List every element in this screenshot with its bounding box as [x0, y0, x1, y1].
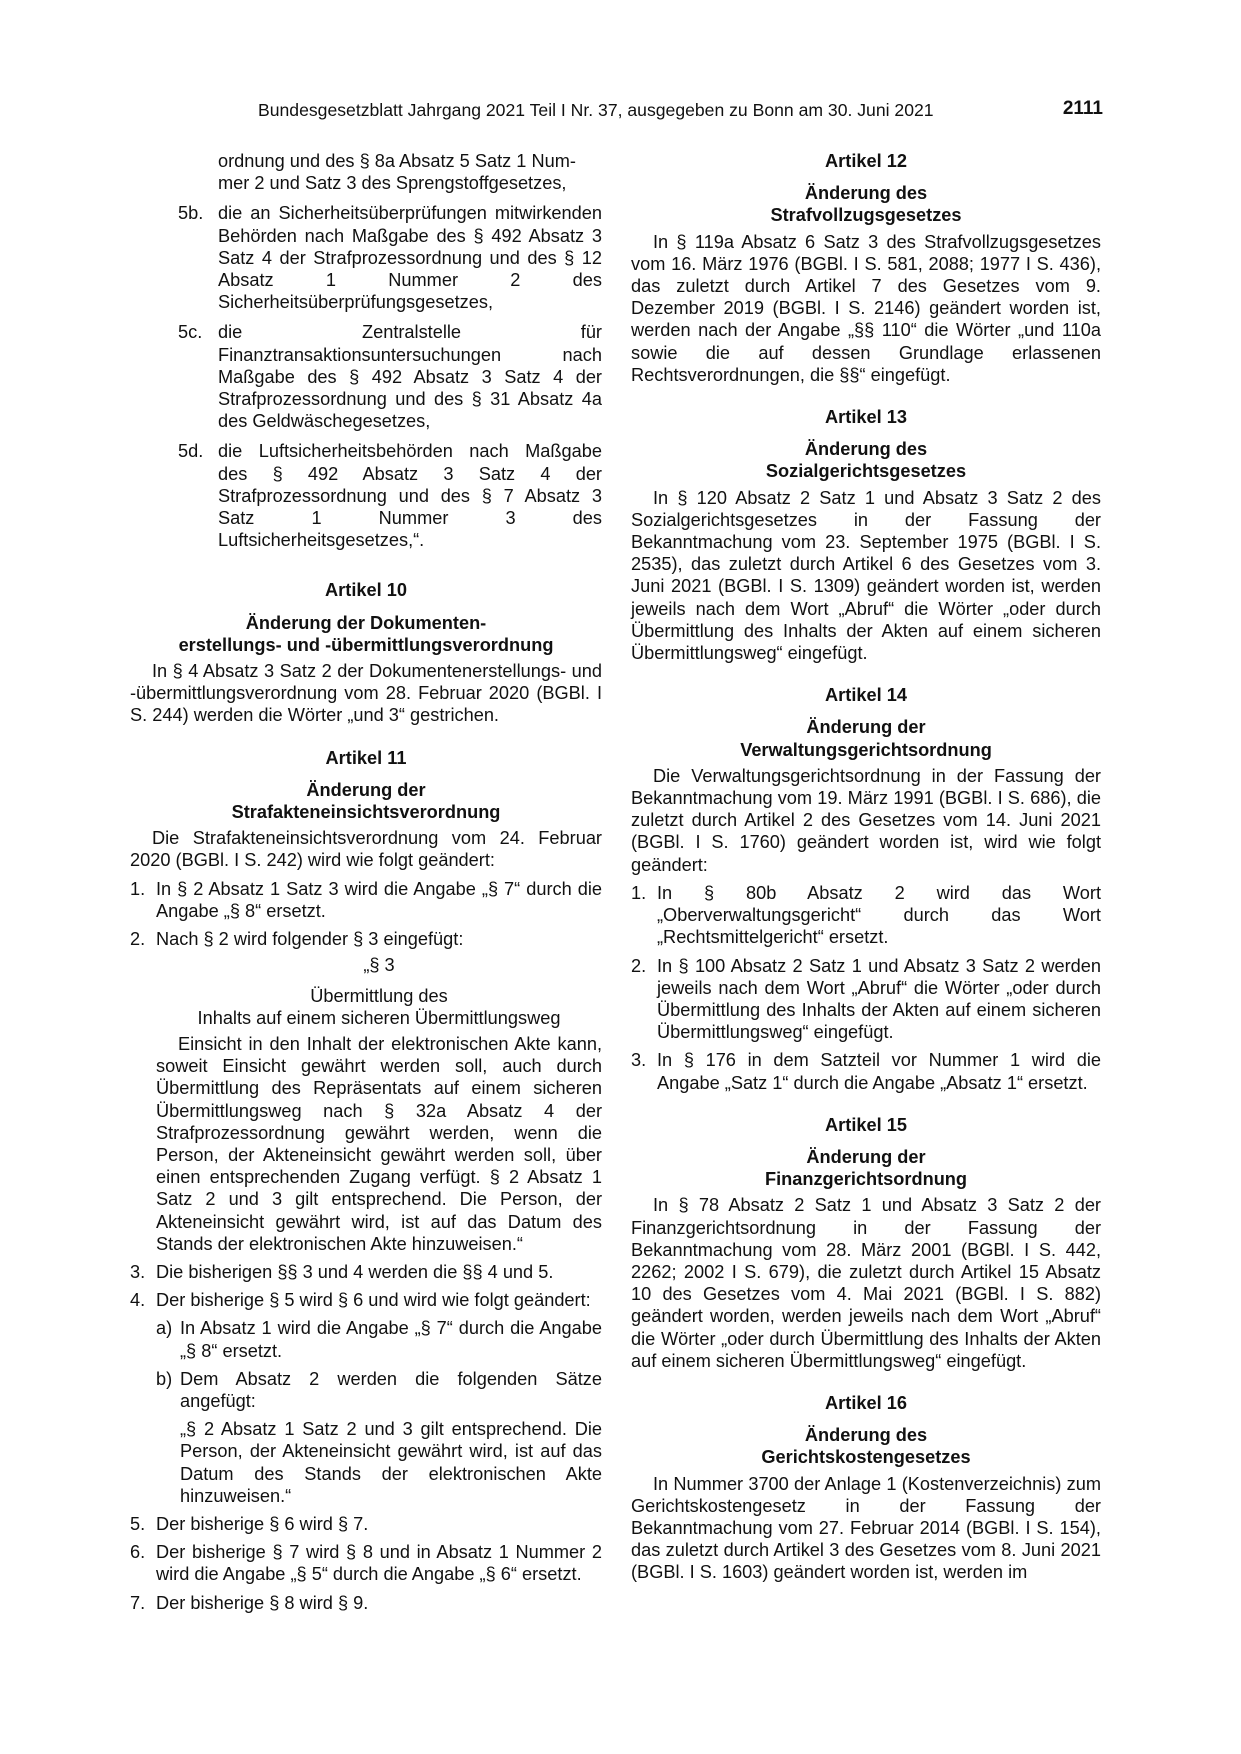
article-heading: [631, 1424, 1101, 1468]
article-label: Artikel 16: [825, 1392, 907, 1413]
article-text: In § 78 Absatz 2 Satz 1 und Absatz 3 Satz 2 der Finanzgerichtsordnung in der Fassung der Bekanntmachung vom 28. März 2001 (BGBl. I S. 442, 2262; 2002 I S. 679), die zuletzt durch Artikel 15 Absatz 10 des Gesetzes vom 4. Mai 2021 (BGBl. I S. 882) geändert worden, werden jeweils nach dem Wort „Abruf“ die Wörter „oder durch Übermittlung des Inhalts der Akten auf einem sicheren Übermittlungsweg“ eingefügt.: [631, 1195, 1101, 1371]
left-column: [130, 150, 602, 1614]
list-text: In § 100 Absatz 2 Satz 1 und Absatz 3 Satz 2 werden jeweils nach dem Wort „Abruf“ die Wörter „oder durch Übermittlung des Inhalts der Akten auf einem sicheren Übermittlungsweg“ eingefügt.: [657, 955, 1101, 1043]
article-text: In § 119a Absatz 6 Satz 3 des Strafvollzugsgesetzes vom 16. März 1976 (BGBl. I S. 581, 2088; 1977 I S. 436), das zuletzt durch Artikel 7 des Gesetzes vom 9. Dezember 2019 (BGBl. I S. 2146) geändert worden ist, werden nach der Angabe „§§ 110“ die Wörter „und 110a sowie die auf dessen Grundlage erlassenen Rechtsverordnungen, die §§“ eingefügt.: [631, 231, 1101, 385]
article-intro: Die Strafakteneinsichtsverordnung vom 24. Februar 2020 (BGBl. I S. 242) wird wie folgt geändert:: [130, 828, 602, 871]
article-text: In § 4 Absatz 3 Satz 2 der Dokumentenerstellungs- und -übermittlungsverordnung vom 28. Februar 2020 (BGBl. I S. 244) werden die Wörter „und 3“ gestrichen.: [130, 661, 602, 726]
page-number: 2111: [1062, 98, 1103, 119]
article-heading: [130, 612, 602, 656]
list-item: [130, 321, 602, 432]
list-number: 6.: [130, 1542, 146, 1563]
list-item: [130, 1261, 602, 1283]
article-title-line: Strafvollzugsgesetzes: [770, 205, 962, 226]
list-item: [130, 1541, 602, 1585]
article-title-line: erstellungs- und -übermittlungsverordnung: [178, 634, 554, 655]
article-title-line: Änderung des: [804, 1425, 928, 1446]
sub-list-text: In Absatz 1 wird die Angabe „§ 7“ durch die Angabe „§ 8“ ersetzt.: [180, 1318, 602, 1361]
page-header: [0, 100, 1241, 124]
list-text: Der bisherige § 7 wird § 8 und in Absatz 1 Nummer 2 wird die Angabe „§ 5“ durch die Angabe „§ 6“ ersetzt.: [156, 1542, 602, 1585]
list-number: 5b.: [178, 203, 204, 224]
article-title-line: Strafakteneinsichtsverordnung: [231, 802, 501, 823]
article-heading: [130, 779, 602, 823]
paragraph-title-line: Übermittlung des: [310, 985, 448, 1006]
list-item: [130, 928, 602, 950]
article-label: Artikel 13: [825, 407, 907, 428]
quoted-text: „§ 2 Absatz 1 Satz 2 und 3 gilt entsprechend. Die Person, der Akteneinsicht gewährt wird, ist auf das Datum des Stands der elektronischen Akte hinzuweisen.“: [180, 1419, 602, 1506]
list-number: 1.: [130, 878, 146, 899]
list-text: Der bisherige § 8 wird § 9.: [156, 1592, 369, 1613]
article-title-line: Verwaltungsgerichtsordnung: [740, 739, 992, 760]
inserted-paragraph: [130, 954, 602, 1255]
gazette-title: Bundesgesetzblatt Jahrgang 2021 Teil I Nr. 37, ausgegeben zu Bonn am 30. Juni 2021: [258, 100, 934, 120]
article-label: Artikel 14: [825, 685, 907, 706]
article-title-line: Änderung der: [306, 779, 426, 800]
article-title-line: Änderung der Dokumenten-: [245, 612, 487, 633]
continuation-line: ordnung und des § 8a Absatz 5 Satz 1 Num-: [218, 151, 576, 171]
list-number: 3.: [631, 1050, 647, 1071]
list-text: die an Sicherheitsüberprüfungen mitwirkenden Behörden nach Maßgabe des § 492 Absatz 3 Satz 4 der Strafprozessordnung und des § 12 Absatz 1 Nummer 2 des Sicherheitsüberprüfungsgesetzes,: [218, 203, 602, 313]
article-heading: [631, 716, 1101, 760]
list-item: [130, 1289, 602, 1311]
list-number: 2.: [130, 929, 146, 950]
article-label: Artikel 15: [825, 1114, 907, 1135]
article-heading: [631, 1146, 1101, 1190]
list-item: [130, 1513, 602, 1535]
article-title-line: Änderung der: [806, 1146, 926, 1167]
list-text: die Zentralstelle für Finanztransaktionsuntersuchungen nach Maßgabe des § 492 Absatz 3 Satz 4 der Strafprozessordnung und des § 31 Absatz 4a des Geldwäschegesetzes,: [218, 322, 602, 432]
list-item: [130, 1592, 602, 1614]
paragraph-title-line: Inhalts auf einem sicheren Übermittlungsweg: [197, 1007, 561, 1028]
article-heading: [631, 182, 1101, 226]
article-label: Artikel 11: [325, 747, 407, 768]
list-text: Der bisherige § 5 wird § 6 und wird wie folgt geändert:: [156, 1290, 591, 1311]
list-item: [130, 878, 602, 922]
list-text: die Luftsicherheitsbehörden nach Maßgabe des § 492 Absatz 3 Satz 4 der Strafprozessordnung und des § 7 Absatz 3 Satz 1 Nummer 3 des Luftsicherheitsgesetzes,“.: [218, 441, 602, 551]
list-item: [130, 440, 602, 551]
article-heading: [631, 438, 1101, 482]
list-number: 4.: [130, 1290, 146, 1311]
article-label: Artikel 12: [825, 151, 907, 171]
paragraph-label: „§ 3: [363, 955, 395, 976]
article-title-line: Gerichtskostengesetzes: [761, 1447, 971, 1468]
sub-list-letter: a): [156, 1318, 173, 1339]
list-text: Die bisherigen §§ 3 und 4 werden die §§ 4 und 5.: [156, 1261, 554, 1282]
article-title-line: Änderung der: [806, 717, 926, 738]
list-number: 5d.: [178, 441, 204, 462]
list-text: Der bisherige § 6 wird § 7.: [156, 1513, 369, 1534]
list-text: In § 80b Absatz 2 wird das Wort „Oberverwaltungsgericht“ durch das Wort „Rechtsmittelgericht“ ersetzt.: [657, 882, 1101, 948]
list-number: 5c.: [178, 322, 203, 343]
paragraph-text: Einsicht in den Inhalt der elektronischen Akte kann, soweit Einsicht gewährt werden soll, auch durch Übermittlung des Repräsentats auf einem sicheren Übermittlungsweg nach § 32a Absatz 4 der Strafprozessordnung gewährt werden, wenn die Person, der Akteneinsicht gewährt werden soll, über einen entsprechenden Zugang verfügt. § 2 Absatz 1 Satz 2 und 3 gilt entsprechend. Die Person, der Akteneinsicht gewährt wird, ist auf das Datum des Stands der elektronischen Akte hinzuweisen.“: [156, 1033, 602, 1254]
article-title-line: Änderung des: [804, 439, 928, 460]
list-number: 2.: [631, 955, 647, 976]
list-text: Nach § 2 wird folgender § 3 eingefügt:: [156, 929, 464, 950]
article-text: In Nummer 3700 der Anlage 1 (Kostenverzeichnis) zum Gerichtskostengesetz in der Fassung der Bekanntmachung vom 27. Februar 2014 (BGBl. I S. 154), das zuletzt durch Artikel 3 des Gesetzes vom 8. Juni 2021 (BGBl. I S. 1603) geändert worden ist, werden im: [631, 1473, 1101, 1583]
article-intro: Die Verwaltungsgerichtsordnung in der Fassung der Bekanntmachung vom 19. März 1991 (BGBl. I S. 686), die zuletzt durch Artikel 2 des Gesetzes vom 14. Juni 2021 (BGBl. I S. 1760) geändert worden ist, wird wie folgt geändert:: [631, 765, 1101, 875]
list-number: 1.: [631, 882, 647, 903]
article-title-line: Finanzgerichtsordnung: [764, 1169, 968, 1190]
list-item: [130, 202, 602, 313]
article-label: Artikel 10: [325, 580, 407, 601]
list-number: 3.: [130, 1261, 146, 1282]
sub-list-text: Dem Absatz 2 werden die folgenden Sätze angefügt:: [180, 1368, 602, 1411]
list-text: In § 176 in dem Satzteil vor Nummer 1 wird die Angabe „Satz 1“ durch die Angabe „Absatz 1“ ersetzt.: [657, 1050, 1101, 1093]
right-column: [631, 150, 1101, 1584]
list-item: [631, 955, 1101, 1044]
list-text: In § 2 Absatz 1 Satz 3 wird die Angabe „§ 7“ durch die Angabe „§ 8“ ersetzt.: [156, 878, 602, 921]
article-title-line: Änderung des: [804, 183, 928, 204]
list-item: [631, 882, 1101, 949]
list-item: [631, 1049, 1101, 1093]
sub-list-letter: b): [156, 1368, 173, 1389]
continuation-line: mer 2 und Satz 3 des Sprengstoffgesetzes,: [218, 173, 567, 194]
article-title-line: Sozialgerichtsgesetzes: [765, 461, 967, 482]
list-number: 7.: [130, 1592, 146, 1613]
sub-list-item: [130, 1317, 602, 1361]
article-text: In § 120 Absatz 2 Satz 1 und Absatz 3 Satz 2 des Sozialgerichtsgesetzes in der Fassung der Bekanntmachung vom 23. September 1975 (BGBl. I S. 2535), das zuletzt durch Artikel 6 des Gesetzes vom 3. Juni 2021 (BGBl. I S. 1309) geändert worden ist, werden jeweils nach dem Wort „Abruf“ die Wörter „oder durch Übermittlung des Inhalts der Akten auf einem sicheren Übermittlungsweg“ eingefügt.: [631, 487, 1101, 664]
list-number: 5.: [130, 1513, 146, 1534]
sub-list-item: [130, 1368, 602, 1412]
